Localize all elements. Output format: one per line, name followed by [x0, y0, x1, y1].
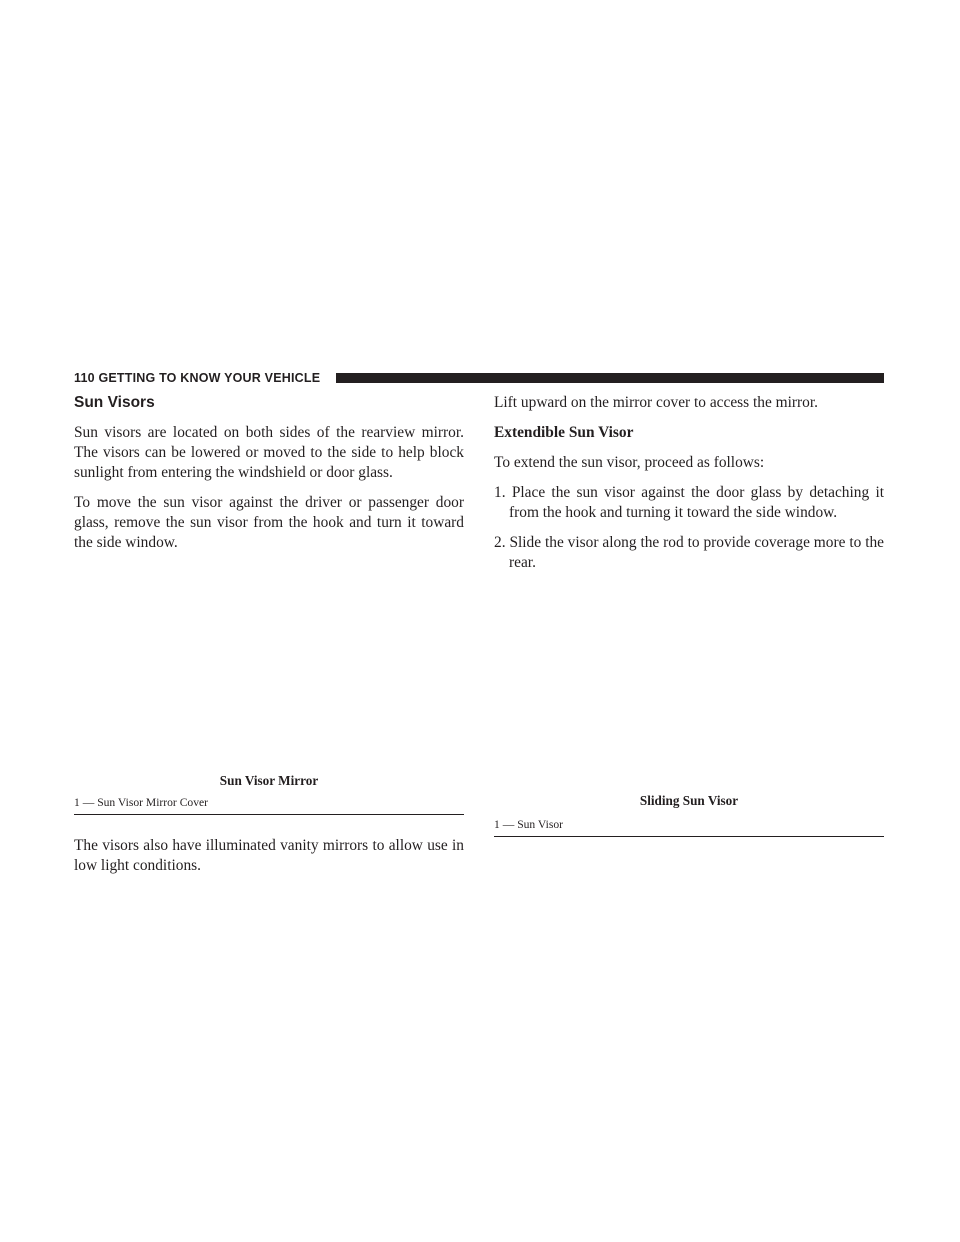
paragraph-extend-intro: To extend the sun visor, proceed as follows: — [494, 454, 765, 471]
figure-title: Sliding Sun Visor — [639, 793, 739, 808]
figure-sun-visor-mirror — [74, 773, 464, 815]
figure-caption: 1 — Sun Visor — [494, 818, 884, 837]
page-number-section-label: 110 GETTING TO KNOW YOUR VEHICLE — [74, 371, 321, 385]
section-title: Sun Visors — [74, 394, 155, 411]
page-header — [74, 370, 884, 386]
figure-caption: 1 — Sun Visor Mirror Cover — [74, 796, 464, 815]
list-item: 2. Slide the visor along the rod to provide coverage more to the rear. — [494, 534, 884, 571]
header-rule — [336, 373, 884, 383]
figure-sliding-sun-visor — [494, 793, 884, 837]
paragraph-vanity-mirrors: The visors also have illuminated vanity mirrors to allow use in low light conditions. — [74, 837, 464, 874]
left-column — [74, 393, 464, 553]
right-column — [494, 393, 884, 573]
subsection-title: Extendible Sun Visor — [494, 424, 634, 441]
paragraph-sun-visors-location: Sun visors are located on both sides of the rearview mirror. The visors can be lowered or moved to the side to help block sunlight from entering the windshield or door glass. — [74, 424, 464, 481]
list-item: 1. Place the sun visor against the door glass by detaching it from the hook and turning it toward the side window. — [494, 484, 884, 521]
paragraph-lift-mirror-cover: Lift upward on the mirror cover to access the mirror. — [494, 394, 818, 411]
steps-list — [494, 483, 884, 573]
paragraph-move-visor: To move the sun visor against the driver or passenger door glass, remove the sun visor from the hook and turn it toward the side window. — [74, 494, 464, 551]
left-column-lower — [74, 836, 464, 876]
figure-title: Sun Visor Mirror — [219, 773, 319, 788]
